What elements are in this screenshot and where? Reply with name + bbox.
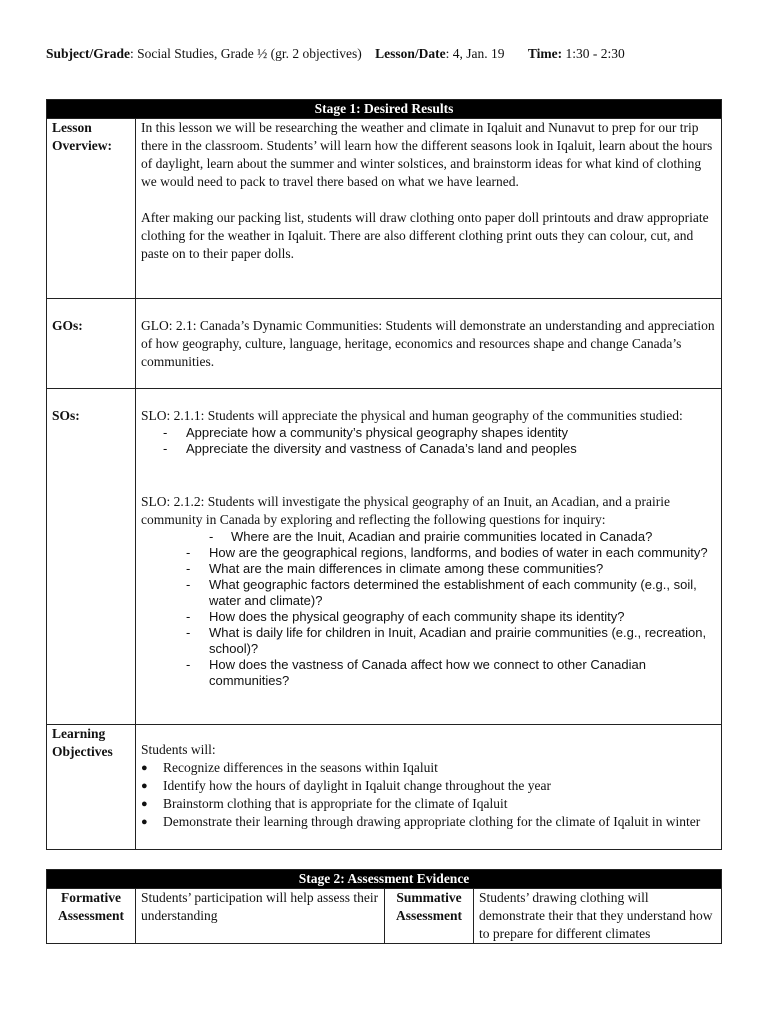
list-item: - What is daily life for children in Inuit, Acadian and prairie communities (e.g., recreation, school)?: [141, 625, 716, 657]
summative-text: Students’ drawing clothing will demonstrate their that they understand how to prepare for different climates: [474, 889, 722, 944]
objectives-intro: Students will:: [141, 742, 216, 757]
overview-paragraph-1: In this lesson we will be researching the weather and climate in Iqaluit and Nunavut to prep for our trip there in the classroom. Students’ will learn how the different seasons look in Iqaluit, learn about the hours of daylight, learn about the summer and winter solstices, and brainstorm ideas for what kind of clothing we would need to pack to travel there based on what we have learned.: [141, 120, 713, 189]
lesson-date-value: : 4, Jan. 19: [445, 46, 505, 61]
lesson-overview-cell: [136, 119, 722, 299]
list-item: - Where are the Inuit, Acadian and prairie communities located in Canada?: [141, 529, 716, 545]
list-item: ● Recognize differences in the seasons within Iqaluit: [141, 759, 716, 777]
list-item: - How does the vastness of Canada affect how we connect to other Canadian communities?: [141, 657, 716, 689]
sos-cell: [136, 389, 722, 725]
slo-2-1-1-list: [141, 425, 716, 457]
list-item: - What are the main differences in climate among these communities?: [141, 561, 716, 577]
overview-paragraph-2: After making our packing list, students will draw clothing onto paper doll printouts and draw appropriate clothing for the weather in Iqaluit. There are also different clothing print outs they can colour, cut, and paste on to their paper dolls.: [141, 210, 709, 261]
list-item: - What geographic factors determined the establishment of each community (e.g., soil, water and climate)?: [141, 577, 716, 609]
learning-objectives-label: Learning Objectives: [47, 725, 136, 850]
time-label: Time:: [527, 46, 563, 61]
stage1-table: [46, 99, 722, 850]
lesson-overview-label: Lesson Overview:: [47, 119, 136, 299]
stage2-title: Stage 2: Assessment Evidence: [47, 870, 722, 889]
gos-label: GOs:: [47, 299, 136, 389]
subject-label: Subject/Grade: [46, 46, 130, 61]
slo-2-1-2: SLO: 2.1.2: Students will investigate the physical geography of an Inuit, an Acadian, and a prairie community in Canada by exploring and reflecting the following questions for inquiry:: [141, 494, 670, 527]
gos-text: GLO: 2.1: Canada’s Dynamic Communities: Students will demonstrate an understanding and appreciation of how geography, culture, language, heritage, economics and resources shape and change Canada’s communities.: [136, 299, 722, 389]
time-value: 1:30 - 2:30: [562, 46, 625, 61]
stage1-title: Stage 1: Desired Results: [47, 100, 722, 119]
subject-value: : Social Studies, Grade ½ (gr. 2 objectives): [130, 46, 362, 61]
list-item: ● Brainstorm clothing that is appropriate for the climate of Iqaluit: [141, 795, 716, 813]
list-item: ● Demonstrate their learning through drawing appropriate clothing for the climate of Iqaluit in winter: [141, 813, 716, 831]
formative-label: Formative Assessment: [47, 889, 136, 944]
stage2-table: [46, 869, 722, 944]
list-item: - Appreciate how a community’s physical geography shapes identity: [141, 425, 716, 441]
list-item: - How does the physical geography of each community shape its identity?: [141, 609, 716, 625]
slo-2-1-1: SLO: 2.1.1: Students will appreciate the physical and human geography of the communities studied:: [141, 408, 683, 423]
list-item: - Appreciate the diversity and vastness of Canada’s land and peoples: [141, 441, 716, 457]
lesson-date-label: Lesson/Date: [375, 46, 446, 61]
slo-2-1-2-list: [141, 529, 716, 689]
summative-label: Summative Assessment: [385, 889, 474, 944]
sos-label: SOs:: [47, 389, 136, 725]
learning-objectives-cell: [136, 725, 722, 850]
formative-text: Students’ participation will help assess their understanding: [136, 889, 385, 944]
list-item: - How are the geographical regions, landforms, and bodies of water in each community?: [141, 545, 716, 561]
objectives-list: [141, 759, 716, 831]
lesson-header: [46, 46, 726, 62]
list-item: ● Identify how the hours of daylight in Iqaluit change throughout the year: [141, 777, 716, 795]
